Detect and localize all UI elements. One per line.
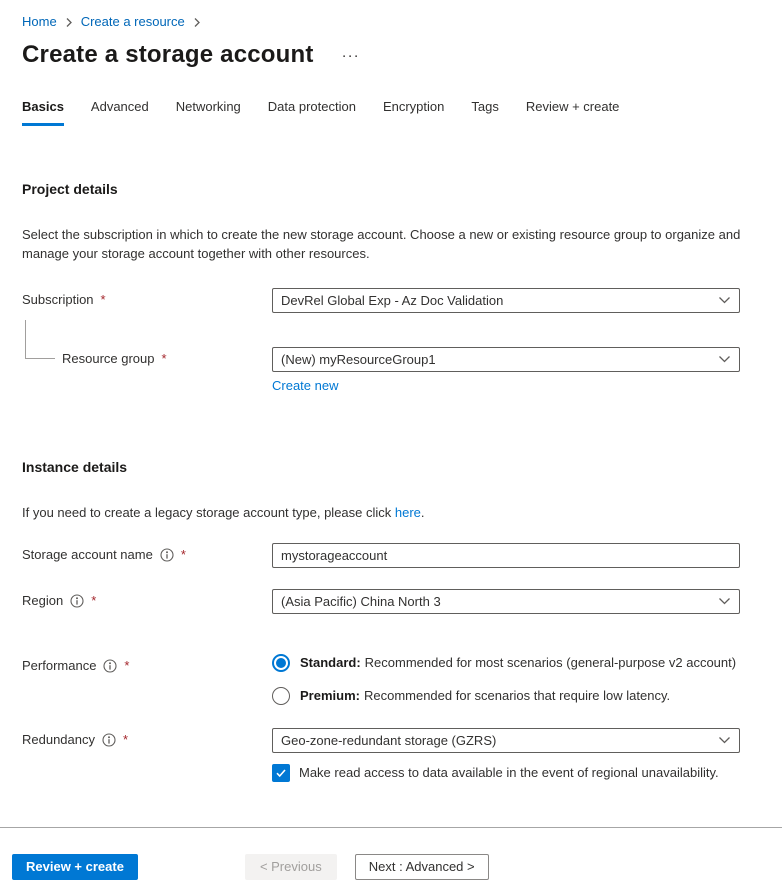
chevron-down-icon xyxy=(718,296,731,305)
subscription-value: DevRel Global Exp - Az Doc Validation xyxy=(281,292,504,308)
info-icon[interactable] xyxy=(103,659,117,673)
performance-radio-standard[interactable] xyxy=(272,654,740,672)
tab-encryption[interactable]: Encryption xyxy=(382,99,445,114)
create-new-link[interactable]: Create new xyxy=(272,377,339,393)
performance-radio-premium[interactable] xyxy=(272,687,740,705)
read-access-checkbox-row xyxy=(272,764,740,782)
radio-unselected-icon xyxy=(272,687,290,705)
previous-button: < Previous xyxy=(245,854,337,880)
redundancy-field-row xyxy=(22,728,760,782)
required-asterisk: * xyxy=(123,731,129,747)
required-asterisk: * xyxy=(124,657,130,673)
more-options-button[interactable]: ··· xyxy=(341,46,360,64)
breadcrumb-chevron-icon xyxy=(192,17,202,28)
redundancy-label: Redundancy xyxy=(22,731,95,747)
tree-connector-line xyxy=(25,320,55,359)
tab-bar xyxy=(0,69,782,126)
required-asterisk: * xyxy=(180,546,186,562)
required-asterisk: * xyxy=(91,592,97,608)
radio-selected-icon xyxy=(272,654,290,672)
breadcrumb-chevron-icon xyxy=(64,17,74,28)
breadcrumb-link-create-a-resource[interactable]: Create a resource xyxy=(80,14,185,29)
subscription-field-row xyxy=(22,288,760,313)
tab-basics[interactable]: Basics xyxy=(22,99,64,126)
instance-details-heading: Instance details xyxy=(22,458,128,475)
project-details-description: Select the subscription in which to create the new storage account. Choose a new or existing resource group to organize and manage your storage account together with other resources. xyxy=(22,227,741,261)
page-title: Create a storage account xyxy=(22,41,314,68)
read-access-checkbox-label: Make read access to data available in the event of regional unavailability. xyxy=(299,765,719,781)
chevron-down-icon xyxy=(718,355,731,364)
redundancy-dropdown[interactable] xyxy=(272,728,740,753)
info-icon[interactable] xyxy=(70,594,84,608)
legacy-here-link[interactable]: here xyxy=(394,504,421,520)
tab-advanced[interactable]: Advanced xyxy=(90,99,149,114)
legacy-note-text: If you need to create a legacy storage account type, please click xyxy=(22,504,395,520)
tab-review-create[interactable]: Review + create xyxy=(525,99,620,114)
info-icon[interactable] xyxy=(160,548,174,562)
performance-field-row xyxy=(22,654,760,705)
radio-standard-text: Standard: Recommended for most scenarios (general-purpose v2 account) xyxy=(300,655,737,671)
footer-action-bar xyxy=(0,828,782,880)
breadcrumb-link-home[interactable]: Home xyxy=(22,14,57,29)
resource-group-dropdown[interactable] xyxy=(272,347,740,372)
subscription-label: Subscription xyxy=(22,291,94,307)
resource-group-label: Resource group xyxy=(62,350,155,366)
region-field-row xyxy=(22,589,760,614)
tab-data-protection[interactable]: Data protection xyxy=(267,99,356,114)
next-advanced-button[interactable]: Next : Advanced > xyxy=(355,854,489,880)
resource-group-value: (New) myResourceGroup1 xyxy=(281,351,436,367)
checkmark-icon xyxy=(275,767,287,779)
radio-premium-text: Premium: Recommended for scenarios that require low latency. xyxy=(300,688,671,704)
storage-account-name-label: Storage account name xyxy=(22,546,153,562)
performance-label: Performance xyxy=(22,657,97,673)
region-label: Region xyxy=(22,592,64,608)
region-value: (Asia Pacific) China North 3 xyxy=(281,593,441,609)
required-asterisk: * xyxy=(161,350,167,366)
chevron-down-icon xyxy=(718,736,731,745)
tab-tags[interactable]: Tags xyxy=(471,99,499,114)
subscription-dropdown[interactable] xyxy=(272,288,740,313)
project-details-heading: Project details xyxy=(22,181,118,197)
review-create-button[interactable]: Review + create xyxy=(12,854,138,880)
tab-networking[interactable]: Networking xyxy=(175,99,241,114)
breadcrumb xyxy=(0,0,782,29)
legacy-note-period: . xyxy=(420,504,425,520)
region-dropdown[interactable] xyxy=(272,589,740,614)
chevron-down-icon xyxy=(718,597,731,606)
resource-group-field-row xyxy=(22,347,760,393)
storage-account-name-field-row xyxy=(22,543,760,568)
storage-account-name-input[interactable] xyxy=(272,543,740,568)
info-icon[interactable] xyxy=(102,733,116,747)
read-access-checkbox[interactable] xyxy=(272,764,290,782)
legacy-account-note xyxy=(22,505,760,520)
required-asterisk: * xyxy=(100,291,106,307)
redundancy-value: Geo-zone-redundant storage (GZRS) xyxy=(281,732,497,748)
